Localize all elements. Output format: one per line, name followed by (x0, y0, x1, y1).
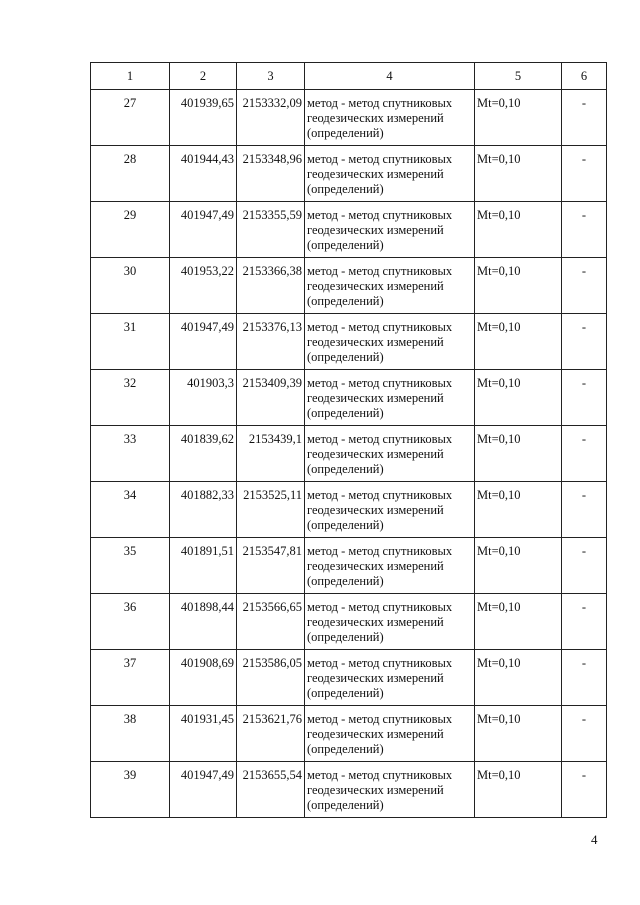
table-row (91, 538, 607, 594)
y-coordinate-cell: 2153348,96 (237, 146, 305, 202)
note-cell: - (562, 426, 607, 482)
note-cell: - (562, 482, 607, 538)
table-row (91, 370, 607, 426)
header-cell-2: 2 (170, 63, 237, 90)
method-cell: метод - метод спутниковых геодезических измерений (определений) (305, 90, 475, 146)
point-number-cell: 34 (91, 482, 170, 538)
table-row (91, 706, 607, 762)
method-cell: метод - метод спутниковых геодезических измерений (определений) (305, 650, 475, 706)
page-number: 4 (591, 832, 598, 847)
note-cell: - (562, 762, 607, 818)
x-coordinate-cell: 401931,45 (170, 706, 237, 762)
table-row (91, 650, 607, 706)
y-coordinate-cell: 2153547,81 (237, 538, 305, 594)
table-row (91, 426, 607, 482)
method-cell: метод - метод спутниковых геодезических измерений (определений) (305, 258, 475, 314)
y-coordinate-cell: 2153621,76 (237, 706, 305, 762)
method-cell: метод - метод спутниковых геодезических измерений (определений) (305, 202, 475, 258)
accuracy-cell: Mt=0,10 (475, 146, 562, 202)
y-coordinate-cell: 2153376,13 (237, 314, 305, 370)
note-cell: - (562, 202, 607, 258)
x-coordinate-cell: 401944,43 (170, 146, 237, 202)
accuracy-cell: Mt=0,10 (475, 202, 562, 258)
note-cell: - (562, 538, 607, 594)
accuracy-cell: Mt=0,10 (475, 762, 562, 818)
method-cell: метод - метод спутниковых геодезических измерений (определений) (305, 762, 475, 818)
accuracy-cell: Mt=0,10 (475, 538, 562, 594)
table-row (91, 762, 607, 818)
note-cell: - (562, 146, 607, 202)
table-row (91, 146, 607, 202)
x-coordinate-cell: 401939,65 (170, 90, 237, 146)
method-cell: метод - метод спутниковых геодезических измерений (определений) (305, 370, 475, 426)
accuracy-cell: Mt=0,10 (475, 482, 562, 538)
x-coordinate-cell: 401891,51 (170, 538, 237, 594)
point-number-cell: 39 (91, 762, 170, 818)
x-coordinate-cell: 401947,49 (170, 314, 237, 370)
accuracy-cell: Mt=0,10 (475, 706, 562, 762)
method-cell: метод - метод спутниковых геодезических измерений (определений) (305, 538, 475, 594)
point-number-cell: 37 (91, 650, 170, 706)
table-row (91, 594, 607, 650)
x-coordinate-cell: 401903,3 (170, 370, 237, 426)
x-coordinate-cell: 401953,22 (170, 258, 237, 314)
point-number-cell: 31 (91, 314, 170, 370)
y-coordinate-cell: 2153439,1 (237, 426, 305, 482)
method-cell: метод - метод спутниковых геодезических измерений (определений) (305, 146, 475, 202)
x-coordinate-cell: 401947,49 (170, 202, 237, 258)
table-row (91, 90, 607, 146)
x-coordinate-cell: 401882,33 (170, 482, 237, 538)
accuracy-cell: Mt=0,10 (475, 370, 562, 426)
header-cell-4: 4 (305, 63, 475, 90)
table-row (91, 202, 607, 258)
point-number-cell: 32 (91, 370, 170, 426)
accuracy-cell: Mt=0,10 (475, 426, 562, 482)
y-coordinate-cell: 2153409,39 (237, 370, 305, 426)
table-row (91, 482, 607, 538)
method-cell: метод - метод спутниковых геодезических измерений (определений) (305, 426, 475, 482)
header-cell-6: 6 (562, 63, 607, 90)
note-cell: - (562, 90, 607, 146)
accuracy-cell: Mt=0,10 (475, 314, 562, 370)
header-cell-5: 5 (475, 63, 562, 90)
point-number-cell: 29 (91, 202, 170, 258)
note-cell: - (562, 594, 607, 650)
header-row (91, 63, 607, 90)
y-coordinate-cell: 2153332,09 (237, 90, 305, 146)
point-number-cell: 30 (91, 258, 170, 314)
y-coordinate-cell: 2153525,11 (237, 482, 305, 538)
accuracy-cell: Mt=0,10 (475, 90, 562, 146)
method-cell: метод - метод спутниковых геодезических измерений (определений) (305, 594, 475, 650)
note-cell: - (562, 650, 607, 706)
note-cell: - (562, 258, 607, 314)
y-coordinate-cell: 2153355,59 (237, 202, 305, 258)
table-row (91, 258, 607, 314)
point-number-cell: 36 (91, 594, 170, 650)
x-coordinate-cell: 401839,62 (170, 426, 237, 482)
point-number-cell: 35 (91, 538, 170, 594)
table-header (91, 63, 607, 90)
y-coordinate-cell: 2153586,05 (237, 650, 305, 706)
x-coordinate-cell: 401947,49 (170, 762, 237, 818)
point-number-cell: 38 (91, 706, 170, 762)
point-number-cell: 33 (91, 426, 170, 482)
note-cell: - (562, 706, 607, 762)
method-cell: метод - метод спутниковых геодезических измерений (определений) (305, 482, 475, 538)
y-coordinate-cell: 2153655,54 (237, 762, 305, 818)
point-number-cell: 27 (91, 90, 170, 146)
method-cell: метод - метод спутниковых геодезических измерений (определений) (305, 706, 475, 762)
y-coordinate-cell: 2153566,65 (237, 594, 305, 650)
table-row (91, 314, 607, 370)
method-cell: метод - метод спутниковых геодезических измерений (определений) (305, 314, 475, 370)
note-cell: - (562, 370, 607, 426)
coordinates-table (90, 62, 607, 818)
note-cell: - (562, 314, 607, 370)
x-coordinate-cell: 401908,69 (170, 650, 237, 706)
point-number-cell: 28 (91, 146, 170, 202)
accuracy-cell: Mt=0,10 (475, 258, 562, 314)
y-coordinate-cell: 2153366,38 (237, 258, 305, 314)
header-cell-1: 1 (91, 63, 170, 90)
table-body (91, 90, 607, 818)
header-cell-3: 3 (237, 63, 305, 90)
accuracy-cell: Mt=0,10 (475, 650, 562, 706)
x-coordinate-cell: 401898,44 (170, 594, 237, 650)
accuracy-cell: Mt=0,10 (475, 594, 562, 650)
